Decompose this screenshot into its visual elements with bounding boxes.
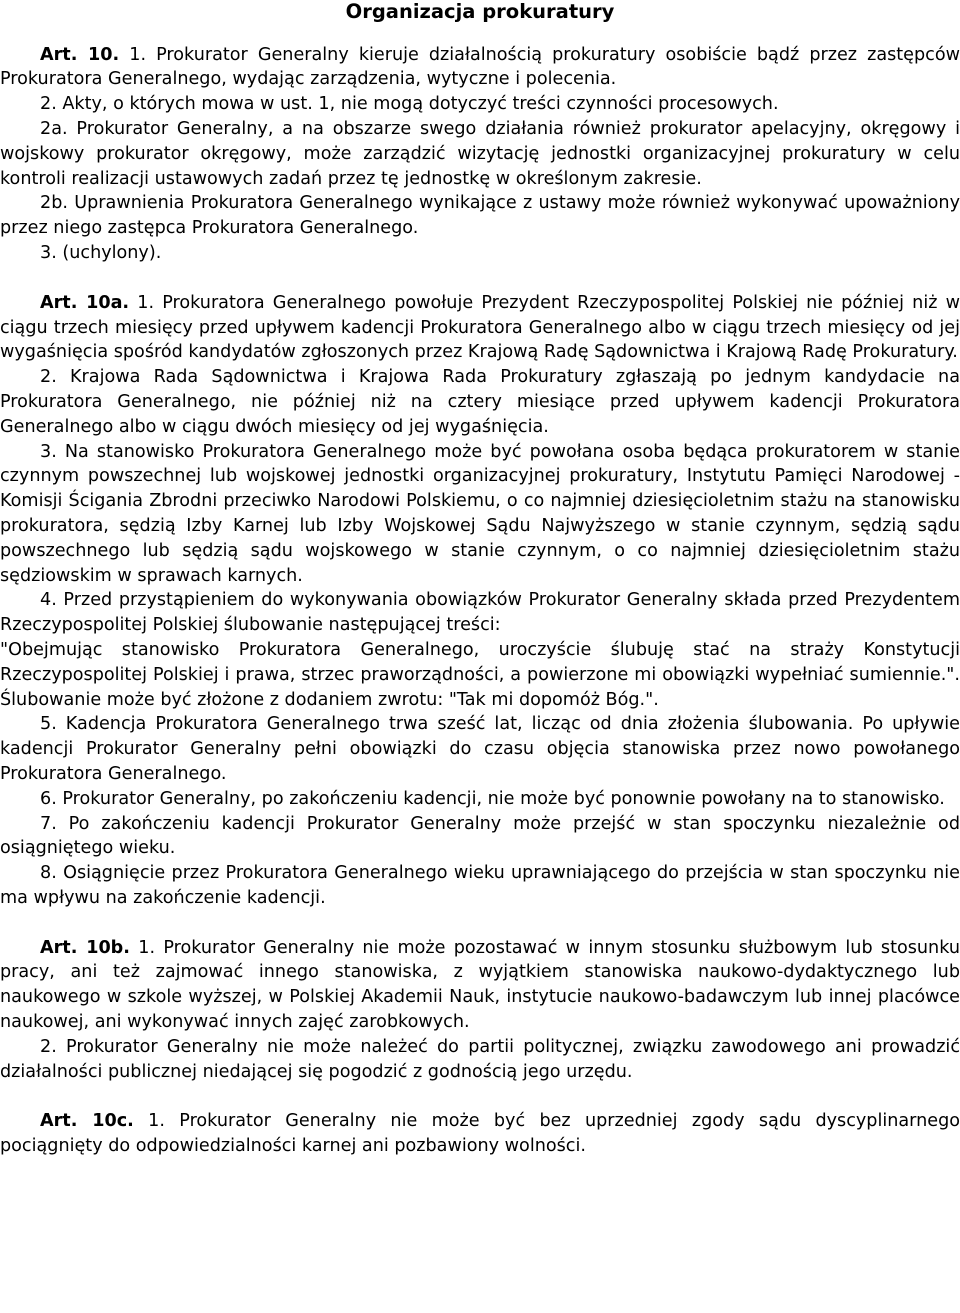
article-label: Art. 10b. (40, 937, 130, 958)
article-10b-paragraph-1 (0, 936, 960, 1035)
article-label: Art. 10. (40, 44, 120, 65)
paragraph-text: 1. Prokurator Generalny nie może pozostawać w innym stosunku służbowym lub stosunku pracy, ani też zajmować innego stanowiska, z wyjątkiem stanowiska naukowo-dydaktycznego lub naukowego w szkole wyższej, w Polskiej Akademii Nauk, instytucie naukowo-badawczym lub innej placówce naukowej, ani wykonywać innych zajęć zarobkowych. (0, 937, 960, 1033)
article-10c (0, 1109, 960, 1159)
article-10a-oath-text: "Obejmując stanowisko Prokuratora Generalnego, uroczyście ślubuję stać na straży Konstytucji Rzeczypospolitej Polskiej i prawa, strzec praworządności, a powierzone mi obowiązki wypełniać sumiennie.". Ślubowanie może być złożone z dodaniem zwrotu: "Tak mi dopomóż Bóg.". (0, 639, 960, 710)
paragraph-text: 1. Prokurator Generalny kieruje działalnością prokuratury osobiście bądź przez zastępców Prokuratora Generalnego, wydając zarządzenia, wytyczne i polecenia. (0, 44, 960, 90)
article-10b-paragraph-2: 2. Prokurator Generalny nie może należeć do partii politycznej, związku zawodowego ani prowadzić działalności publicznej niedającej się pogodzić z godnością jego urzędu. (0, 1036, 960, 1082)
article-10a-paragraph-6: 6. Prokurator Generalny, po zakończeniu kadencji, nie może być ponownie powołany na to stanowisko. (40, 788, 945, 809)
article-10a-paragraph-3: 3. Na stanowisko Prokuratora Generalnego może być powołana osoba będąca prokuratorem w stanie czynnym powszechnej lub wojskowej jednostki organizacyjnej prokuratury, Instytutu Pamięci Narodowej - Komisji Ścigania Zbrodni przeciwko Narodowi Polskiemu, o co najmniej dziesięcioletnim stażu na stanowisku prokuratora, sędzią Izby Karnej lub Izby Wojskowej Sądu Najwyższego w stanie czynnym, sędzią sądu powszechnego lub sędzią sądu wojskowego w stanie czynnym, o co najmniej dziesięcioletnim stażu sędziowskim w sprawach karnych. (0, 441, 960, 586)
document-title: Organizacja prokuratury (345, 0, 615, 23)
article-label: Art. 10a. (40, 292, 130, 313)
article-10c-paragraph-1 (0, 1109, 960, 1159)
article-10b (0, 936, 960, 1085)
article-10 (0, 43, 960, 266)
article-10a-paragraph-1 (0, 291, 960, 365)
article-10-paragraph-2: 2. Akty, o których mowa w ust. 1, nie mogą dotyczyć treści czynności procesowych. (40, 94, 779, 115)
article-10a-paragraph-4: 4. Przed przystąpieniem do wykonywania obowiązków Prokurator Generalny składa przed Prezydentem Rzeczypospolitej Polskiej ślubowanie następującej treści: (0, 590, 960, 636)
article-10-paragraph-2a: 2a. Prokurator Generalny, a na obszarze swego działania również prokurator apelacyjny, okręgowy i wojskowy prokurator okręgowy, może zarządzić wizytację jednostki organizacyjnej prokuratury w celu kontroli realizacji ustawowych zadań przez tę jednostkę w określonym zakresie. (0, 118, 960, 189)
article-10-paragraph-1 (0, 43, 960, 93)
paragraph-text: 1. Prokurator Generalny nie może być bez uprzedniej zgody sądu dyscyplinarnego pociągnięty do odpowiedzialności karnej ani pozbawiony wolności. (0, 1111, 960, 1157)
article-10-paragraph-2b: 2b. Uprawnienia Prokuratora Generalnego wynikające z ustawy może również wykonywać upoważniony przez niego zastępca Prokuratora Generalnego. (0, 193, 960, 239)
article-10a-paragraph-2: 2. Krajowa Rada Sądownictwa i Krajowa Rada Prokuratury zgłaszają po jednym kandydacie na Prokuratora Generalnego, nie później niż na cztery miesiące przed upływem kadencji Prokuratora Generalnego albo w ciągu dwóch miesięcy od jej wygaśnięcia. (0, 367, 960, 437)
paragraph-text: 1. Prokuratora Generalnego powołuje Prezydent Rzeczypospolitej Polskiej nie później niż w ciągu trzech miesięcy przed upływem kadencji Prokuratora Generalnego albo w ciągu trzech miesięcy od jej wygaśnięcia spośród kandydatów zgłoszonych przez Krajową Radę Sądownictwa i Krajową Radę Prokuratury. (0, 292, 960, 363)
article-10a (0, 291, 960, 911)
article-10-paragraph-3: 3. (uchylony). (40, 242, 162, 263)
article-10a-paragraph-8: 8. Osiągnięcie przez Prokuratora Generalnego wieku uprawniającego do przejścia w stan spoczynku nie ma wpływu na zakończenie kadencji. (0, 863, 960, 908)
article-10a-paragraph-7: 7. Po zakończeniu kadencji Prokurator Generalny może przejść w stan spoczynku niezależnie od osiągniętego wieku. (0, 813, 960, 859)
article-label: Art. 10c. (40, 1111, 134, 1132)
article-10a-paragraph-5: 5. Kadencja Prokuratora Generalnego trwa sześć lat, licząc od dnia złożenia ślubowania. Po upływie kadencji Prokurator Generalny pełni obowiązki do czasu objęcia stanowiska przez nowo powołanego Prokuratora Generalnego. (0, 714, 960, 784)
